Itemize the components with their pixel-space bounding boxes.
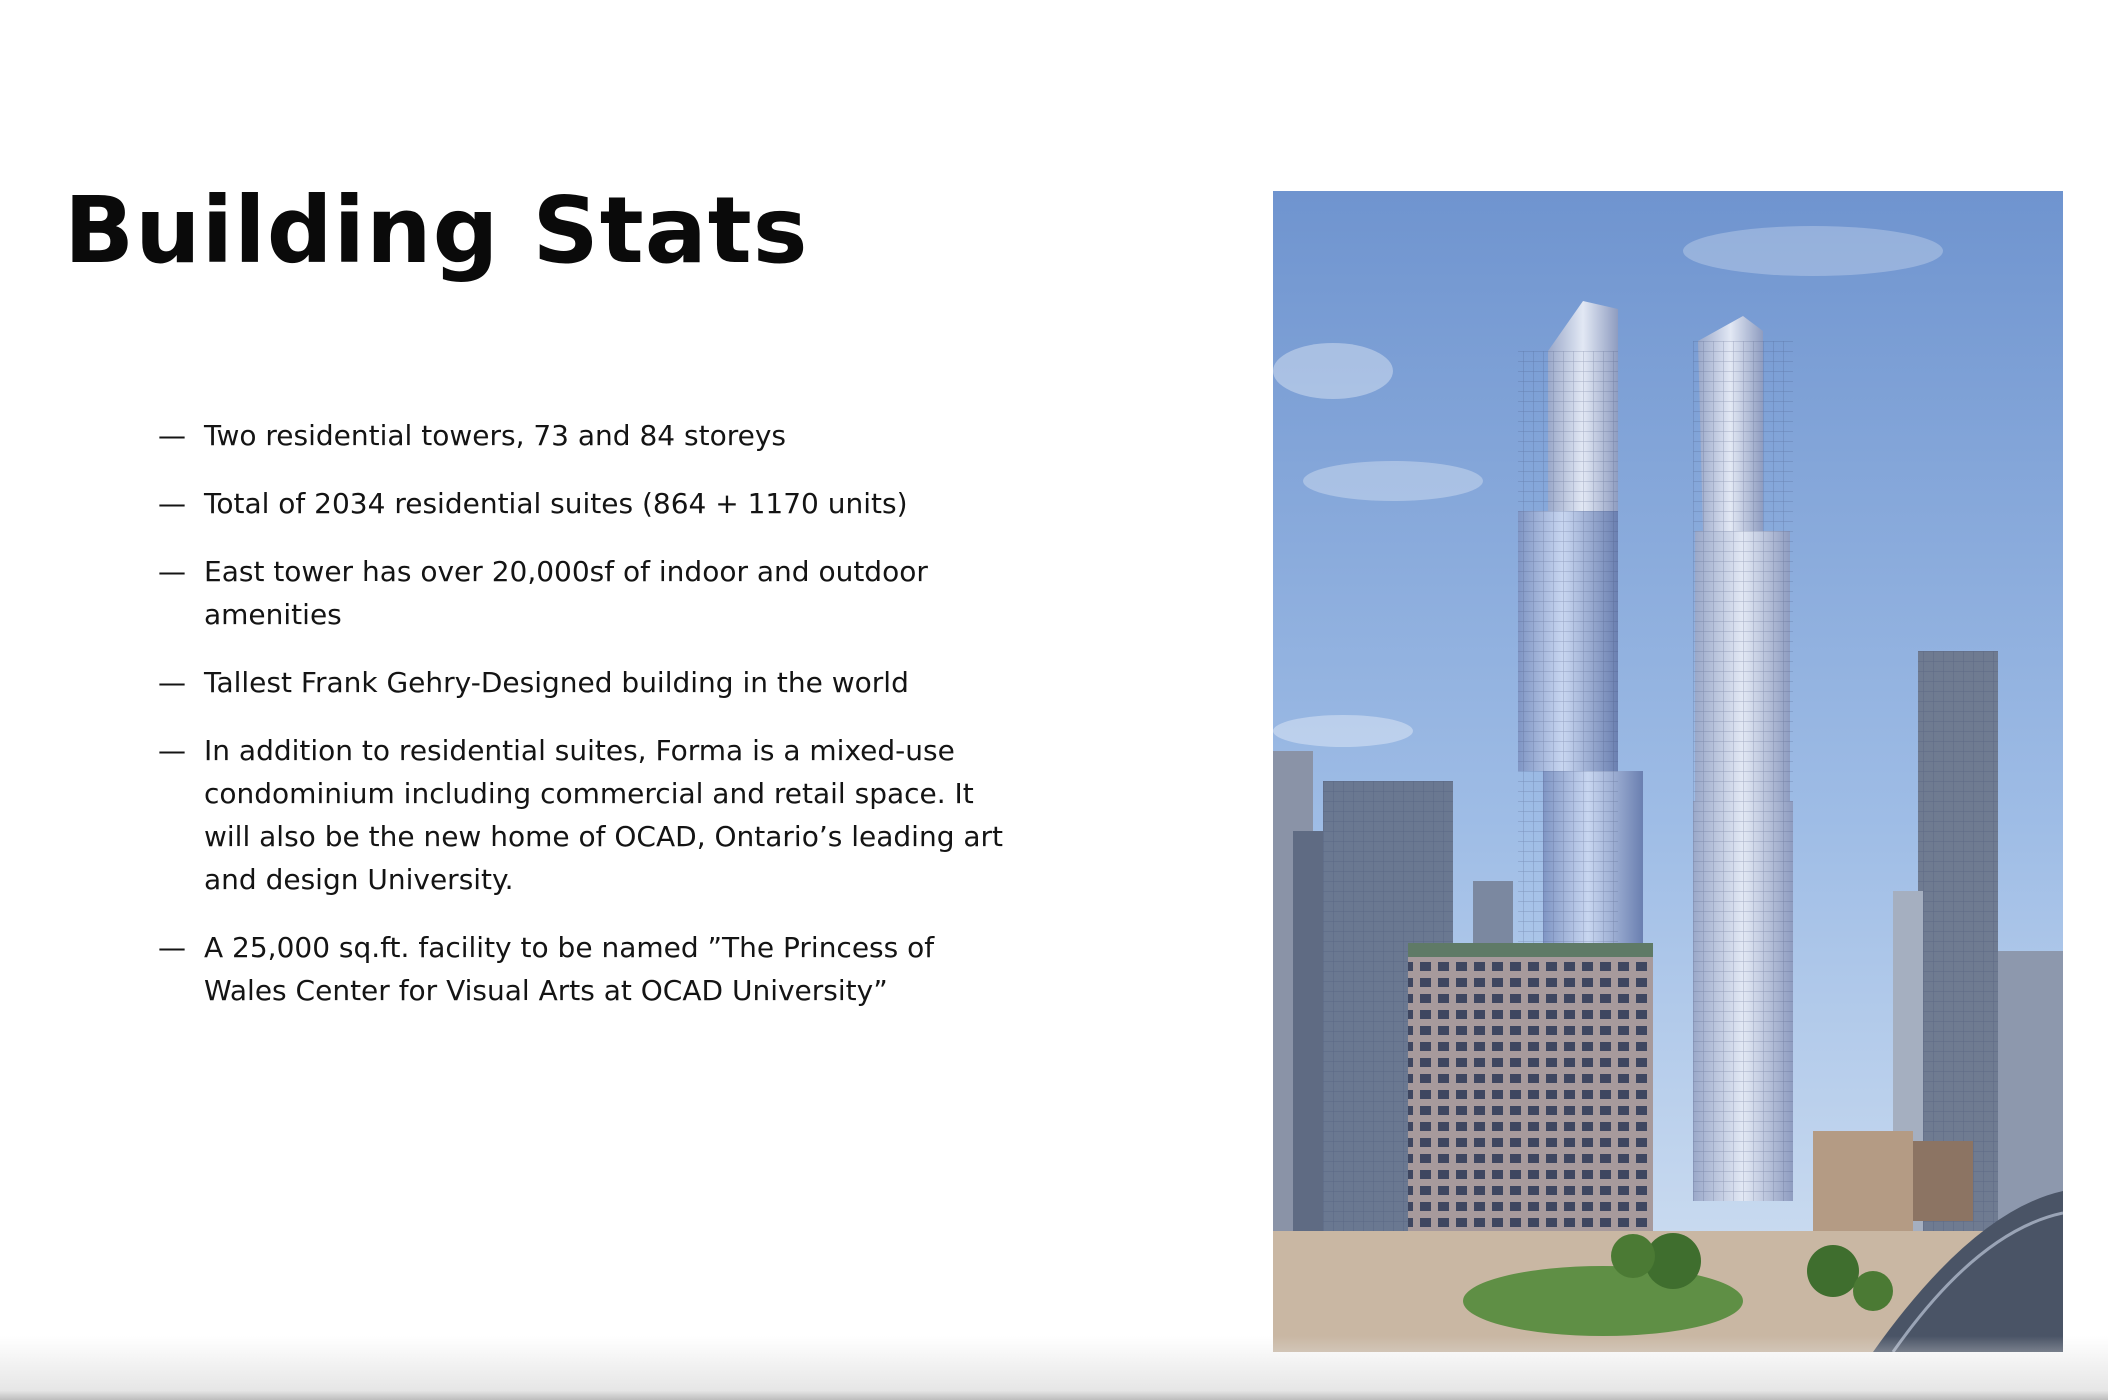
bullet-dash: — [158, 931, 186, 964]
list-item-text: Total of 2034 residential suites (864 + 1170 units) [204, 487, 908, 520]
list-item [158, 729, 1018, 901]
bullet-dash: — [158, 487, 186, 520]
list-item [158, 926, 1018, 1012]
list-item [158, 482, 1018, 525]
bullet-dash: — [158, 666, 186, 699]
bullet-dash: — [158, 555, 186, 588]
building-photo-icon [1273, 191, 2063, 1352]
page-title: Building Stats [64, 177, 809, 284]
list-item [158, 550, 1018, 636]
list-item [158, 414, 1018, 457]
list-item-text: East tower has over 20,000sf of indoor and outdoor amenities [204, 555, 928, 631]
list-item-text: Tallest Frank Gehry-Designed building in the world [204, 666, 909, 699]
list-item-text: In addition to residential suites, Forma is a mixed-use condominium including commercial and retail space. It will also be the new home of OCAD, Ontario’s leading art and design University. [204, 734, 1004, 896]
bullet-dash: — [158, 419, 186, 452]
bullet-dash: — [158, 734, 186, 767]
list-item-text: Two residential towers, 73 and 84 storeys [204, 419, 786, 452]
stats-list [158, 414, 1018, 1037]
list-item-text: A 25,000 sq.ft. facility to be named ”The Princess of Wales Center for Visual Arts at OCAD University” [204, 931, 935, 1007]
list-item [158, 661, 1018, 704]
bottom-edge [0, 1336, 2108, 1400]
